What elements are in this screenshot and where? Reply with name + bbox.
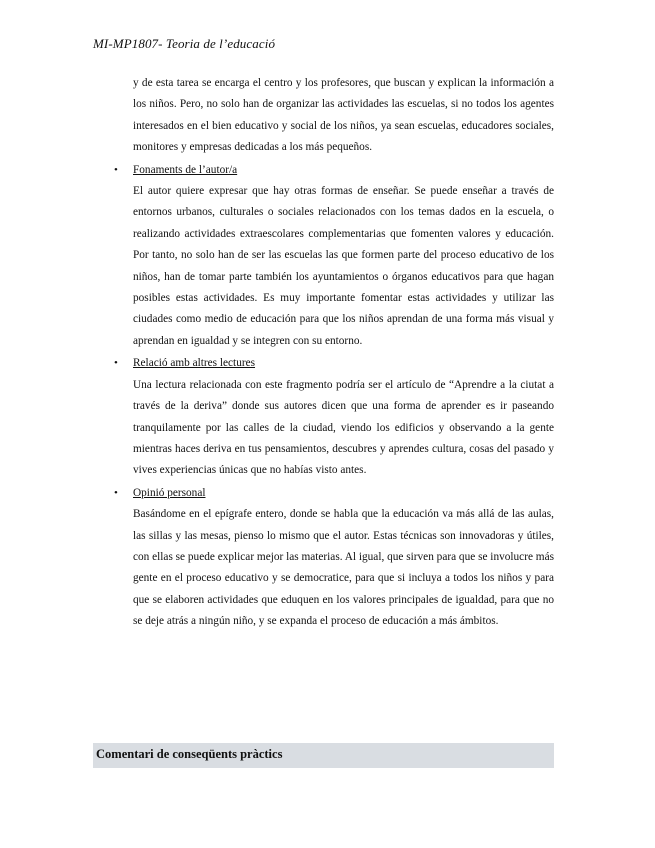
section-opinio (114, 483, 554, 633)
section-title: Fonaments de l’autor/a (133, 163, 238, 176)
bullet-icon: • (114, 357, 118, 370)
page-header: MI-MP1807- Teoria de l’educació (93, 36, 276, 51)
section-body: Una lectura relacionada con este fragmento podría ser el artículo de “Aprendre a la ciutat a través de la deriva” donde sus autores dicen que una forma de aprender es ir paseando tranquilamente por las calles de la ciudad, viendo los edificios y observando a la gente mientras haces deriva en tus pensamientos, descubres y aprendes cultura, cosas del pasado y vives experiencias únicas que no habías visto antes. (133, 378, 554, 477)
comment-heading-bar (93, 743, 554, 768)
section-title: Relació amb altres lectures (133, 357, 256, 370)
comment-heading: Comentari de conseqüents pràctics (96, 747, 283, 761)
bullet-icon: • (114, 163, 118, 176)
bullet-icon: • (114, 486, 118, 499)
section-body: Basándome en el epígrafe entero, donde se habla que la educación va más allá de las aulas, las sillas y las mesas, pienso lo mismo que el autor. Estas técnicas son innovadoras y útiles, con ellas se puede explicar mejor las materias. Al igual, que sirven para que se involucre más gente en el proceso educativo y se democratice, para que si incluya a todos los niños y para que se elaboren actividades que eduquen en los valores principales de igualdad, para que no se deje atrás a ningún niño, y se expanda el proceso de educación a más ámbitos. (133, 508, 554, 628)
document-body (114, 73, 554, 633)
intro-paragraph: y de esta tarea se encarga el centro y los profesores, que buscan y explican la información a los niños. Pero, no solo han de organizar las actividades las escuelas, si no todos los agentes interesados en el bien educativo y social de los niños, ya sean escuelas, educadores sociales, monitores y empresas dedicadas a los más pequeños. (133, 77, 554, 154)
section-fonaments (114, 160, 554, 353)
section-relacio (114, 353, 554, 481)
section-title: Opinió personal (133, 486, 206, 499)
section-body: El autor quiere expresar que hay otras formas de enseñar. Se puede enseñar a través de entornos urbanos, culturales o sociales relacionados con los temas dados en la escuela, o realizando actividades extraescolares complementarias que fomenten valores y educación. Por tanto, no solo han de ser las escuelas las que formen parte del proceso educativo de los niños, han de tomar parte también los ayuntamientos o órganos educativos para que hagan posibles estas actividades. Es muy importante fomentar estas actividades y utilizar las ciudades como medio de educación para que los niños aprendan de una forma más visual y aprendan en igualdad y se integren con su entorno. (133, 185, 554, 347)
